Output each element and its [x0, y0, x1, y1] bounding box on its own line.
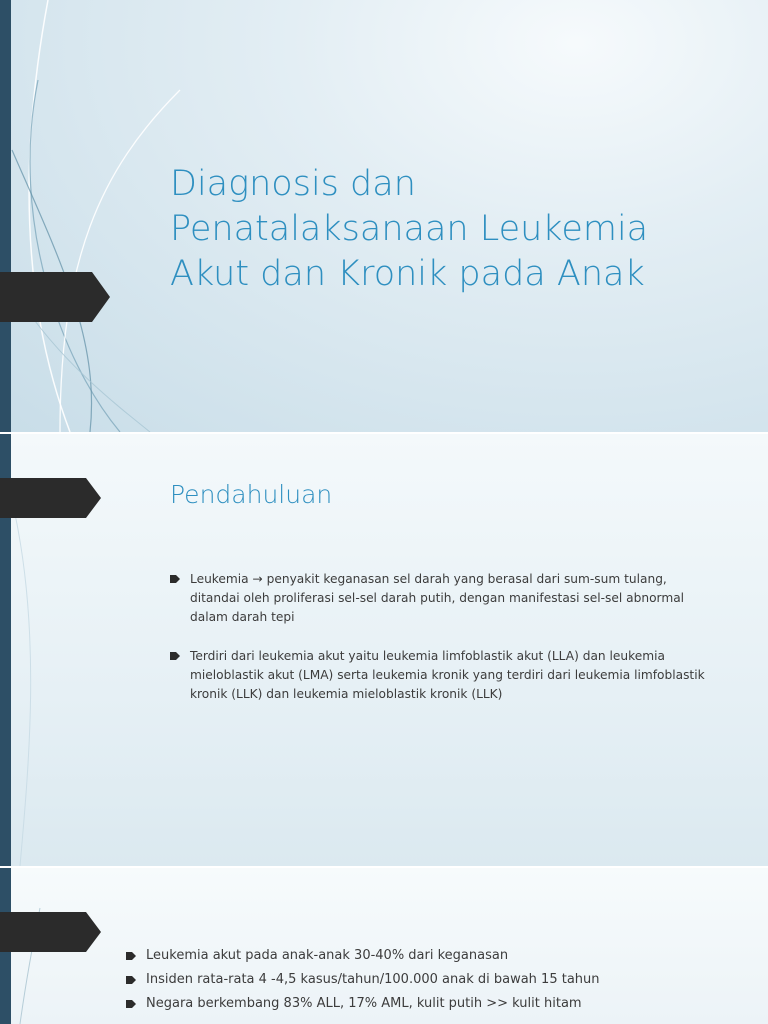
bullet-text: Terdiri dari leukemia akut yaitu leukemia limfoblastik akut (LLA) dan leukemia mieloblastik akut (LMA) serta leukemia kronik yang terdiri dari leukemia limfoblastik kronik (LLK) dan leukemia mieloblastik kronik (LLK) — [190, 649, 705, 701]
arrow-tag-icon — [0, 912, 102, 952]
bullet-text: Leukemia → penyakit keganasan sel darah yang berasal dari sum-sum tulang, ditandai oleh proliferasi sel-sel darah putih, dengan manifestasi sel-sel abnormal dalam darah tepi — [190, 572, 685, 624]
list-item — [170, 647, 718, 704]
list-item — [126, 944, 746, 968]
slide-pendahuluan — [0, 434, 768, 866]
section-heading: Pendahuluan — [170, 480, 333, 509]
slide-title — [0, 0, 768, 432]
list-item — [126, 968, 746, 992]
slide-title-heading — [170, 162, 750, 297]
slide-statistics — [0, 868, 768, 1024]
title-line: Penatalaksanaan Leukemia — [170, 209, 649, 249]
bullet-text: Negara berkembang 83% ALL, 17% AML, kulit putih >> kulit hitam — [146, 996, 582, 1011]
bullet-text: Insiden rata-rata 4 -4,5 kasus/tahun/100.000 anak di bawah 15 tahun — [146, 972, 600, 987]
arrow-bullet-icon — [170, 574, 180, 584]
arrow-tag-icon — [0, 272, 112, 322]
arrow-bullet-icon — [126, 999, 136, 1009]
list-item — [126, 992, 746, 1016]
arrow-bullet-icon — [126, 975, 136, 985]
bullet-list — [170, 570, 718, 704]
list-item — [170, 570, 718, 627]
accent-bar — [0, 0, 11, 432]
arrow-tag-icon — [0, 478, 102, 518]
arrow-bullet-icon — [126, 951, 136, 961]
title-line: Diagnosis dan — [170, 164, 416, 204]
bullet-list — [126, 944, 746, 1016]
bullet-text: Leukemia akut pada anak-anak 30-40% dari keganasan — [146, 948, 509, 963]
title-line: Akut dan Kronik pada Anak — [170, 254, 645, 294]
arrow-bullet-icon — [170, 651, 180, 661]
